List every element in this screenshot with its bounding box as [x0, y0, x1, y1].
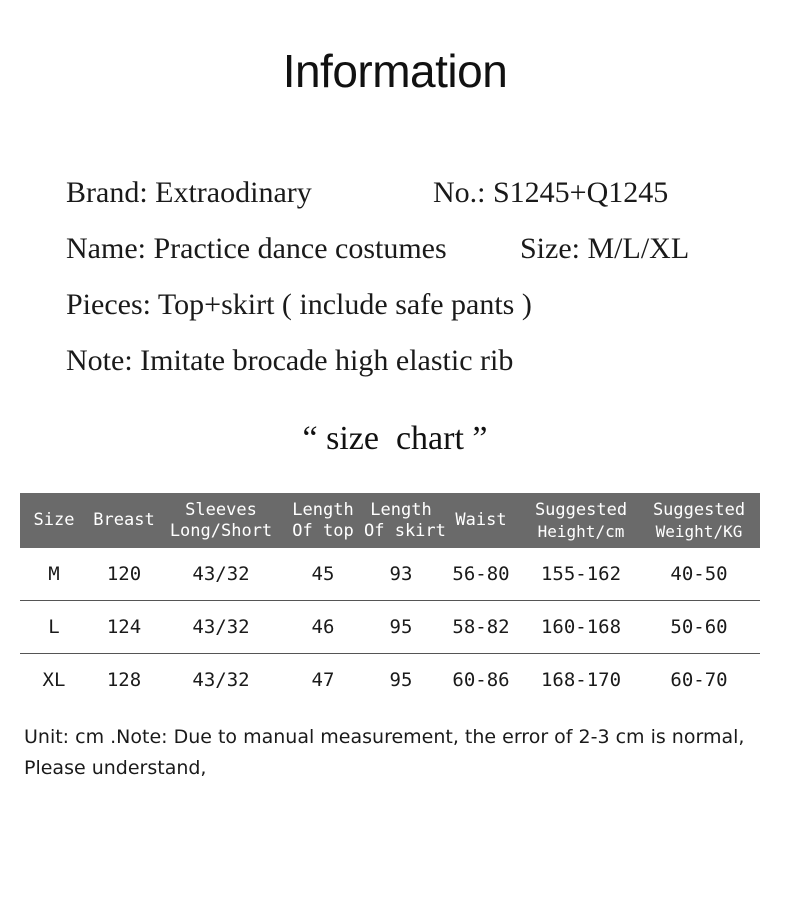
cell-height: 168-170: [540, 669, 622, 691]
size-chart-table: [20, 493, 760, 706]
pieces-text: Pieces: Top+skirt ( include safe pants ): [66, 288, 532, 321]
cell-waist: 58-82: [438, 601, 524, 654]
brand-text: Brand: Extraodinary: [66, 176, 312, 209]
header-sleeves: Sleeves Long/Short: [169, 499, 273, 541]
header-waist: Waist: [455, 510, 507, 530]
header-height: Suggested Height/cm: [534, 499, 628, 541]
header-size: Size: [33, 510, 75, 530]
cell-weight: 60-70: [670, 669, 728, 691]
header-breast: Breast: [93, 510, 155, 530]
cell-size: M: [20, 548, 88, 601]
cell-sleeves: 43/32: [160, 548, 282, 601]
header-length-top: Length Of top: [292, 499, 354, 541]
product-number-text: No.: S1245+Q1245: [433, 176, 669, 209]
cell-length-skirt: 95: [364, 601, 438, 654]
header-weight: Suggested Weight/KG: [652, 499, 746, 541]
header-length-skirt: Length Of skirt: [364, 499, 446, 541]
cell-sleeves: 43/32: [160, 601, 282, 654]
measurement-note-line1: Unit: cm .Note: Due to manual measurement, the error of 2-3 cm is normal,: [24, 726, 745, 748]
cell-waist: 56-80: [438, 548, 524, 601]
cell-weight: 40-50: [638, 548, 760, 601]
size-options-text: Size: M/L/XL: [520, 232, 690, 265]
table-row: [20, 654, 760, 707]
cell-length-skirt: 95: [389, 669, 413, 691]
table-row: [20, 601, 760, 654]
cell-height: 160-168: [524, 601, 638, 654]
cell-breast: 120: [88, 548, 160, 601]
table-row: [20, 548, 760, 601]
material-note-text: Note: Imitate brocade high elastic rib: [66, 344, 514, 377]
page-title: Information: [282, 45, 508, 97]
cell-waist: 60-86: [452, 669, 510, 691]
cell-length-top: 46: [282, 601, 364, 654]
size-chart-title: “ size chart ”: [302, 420, 488, 457]
cell-length-top: 45: [282, 548, 364, 601]
size-chart-header-row: [20, 493, 760, 548]
cell-weight: 50-60: [638, 601, 760, 654]
cell-length-skirt: 93: [364, 548, 438, 601]
product-name-text: Name: Practice dance costumes: [66, 232, 447, 265]
measurement-note-line2: Please understand,: [24, 757, 207, 779]
cell-size: L: [20, 601, 88, 654]
cell-length-top: 47: [311, 669, 335, 691]
cell-sleeves: 43/32: [192, 669, 250, 691]
cell-height: 155-162: [524, 548, 638, 601]
measurement-note: [24, 722, 784, 784]
cell-breast: 128: [106, 669, 142, 691]
cell-breast: 124: [88, 601, 160, 654]
cell-size: XL: [42, 669, 66, 691]
